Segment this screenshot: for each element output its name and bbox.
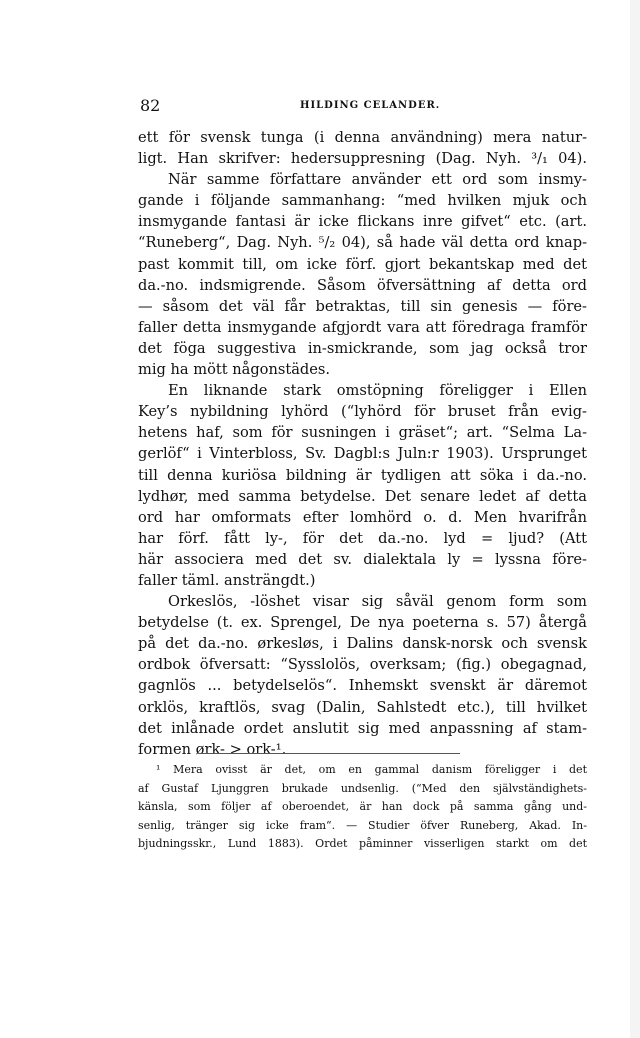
text-line: ligt. Han skrifver: hedersuppresning (Dag. Nyh. ³/₁ 04). xyxy=(138,150,587,168)
text-line: När samme författare använder ett ord som insmy- xyxy=(168,171,587,189)
text-line: formen ørk- > ork-¹. xyxy=(138,740,287,758)
footnote-line: senlig, tränger sig icke fram“. — Studier öfver Runeberg, Akad. In- xyxy=(138,818,587,832)
text-line: insmygande fantasi är icke flickans inre gifvet“ etc. (art. xyxy=(138,213,587,231)
text-line: Key’s nybildning lyhörd (“lyhörd för bruset från evig- xyxy=(138,403,587,421)
text-line: gande i följande sammanhang: “med hvilken mjuk och xyxy=(138,192,587,210)
footnote-line: bjudningsskr., Lund 1883). Ordet påminner visserligen starkt om det xyxy=(138,837,587,851)
text-line: Orkeslös, -löshet visar sig såväl genom form som xyxy=(168,593,587,611)
footnote-line: känsla, som följer af oberoendet, är han dock på samma gång und- xyxy=(138,800,587,814)
text-line: lydhør, med samma betydelse. Det senare ledet af detta xyxy=(138,487,587,505)
footnote xyxy=(138,761,587,854)
text-line: gerlöf“ i Vinterbloss, Sv. Dagbl:s Juln:r 1903). Ursprunget xyxy=(138,445,587,463)
text-line: da.-no. indsmigrende. Såsom öfversättning af detta ord xyxy=(138,276,587,294)
text-line: past kommit till, om icke förf. gjort bekantskap med det xyxy=(138,255,587,273)
text-line: till denna kuriösa bildning är tydligen att söka i da.-no. xyxy=(138,466,587,484)
text-line: gagnlös ... betydelselös“. Inhemskt svenskt är däremot xyxy=(138,677,587,695)
footnote-line: ¹ Mera ovisst är det, om en gammal danism föreligger i det xyxy=(156,763,587,776)
page-header xyxy=(140,96,586,120)
text-line: här associera med det sv. dialektala ly = lyssna före- xyxy=(138,550,587,568)
text-line: ett för svensk tunga (i denna användning) mera natur- xyxy=(138,129,587,146)
text-line: ordbok öfversatt: “Sysslolös, overksam; (fig.) obegagnad, xyxy=(138,656,587,674)
text-line: det föga suggestiva in-smickrande, som jag också tror xyxy=(138,339,587,357)
text-line: ord har omformats efter lomhörd o. d. Men hvarifrån xyxy=(138,508,587,526)
page-number: 82 xyxy=(140,96,161,115)
running-title: HILDING CELANDER. xyxy=(300,100,441,111)
page-edge xyxy=(630,0,640,1038)
text-line: har förf. fått ly-, för det da.-no. lyd = ljud? (Att xyxy=(138,529,587,547)
body-text xyxy=(138,127,587,760)
text-line: hetens haf, som för susningen i gräset“; art. “Selma La- xyxy=(138,424,587,442)
footnote-line: af Gustaf Ljunggren brukade undsenlig. (“Med den självständighets- xyxy=(138,781,587,795)
text-line: faller täml. ansträngdt.) xyxy=(138,571,316,589)
text-line: “Runeberg“, Dag. Nyh. ⁵/₂ 04), så hade väl detta ord knap- xyxy=(138,234,587,252)
text-line: faller detta insmygande afgjordt vara att föredraga framför xyxy=(138,318,587,336)
text-line: mig ha mött någonstädes. xyxy=(138,361,331,379)
text-line: betydelse (t. ex. Sprengel, De nya poeterna s. 57) återgå xyxy=(138,614,587,632)
text-line: på det da.-no. ørkesløs, i Dalins dansk-norsk och svensk xyxy=(138,635,587,653)
text-line: orklös, kraftlös, svag (Dalin, Sahlstedt etc.), till hvilket xyxy=(138,698,587,716)
text-line: — såsom det väl får betraktas, till sin genesis — före- xyxy=(138,297,587,315)
text-line: En liknande stark omstöpning föreligger i Ellen xyxy=(168,382,587,400)
footnote-divider xyxy=(200,753,460,754)
text-line: det inlånade ordet anslutit sig med anpassning af stam- xyxy=(138,719,587,737)
